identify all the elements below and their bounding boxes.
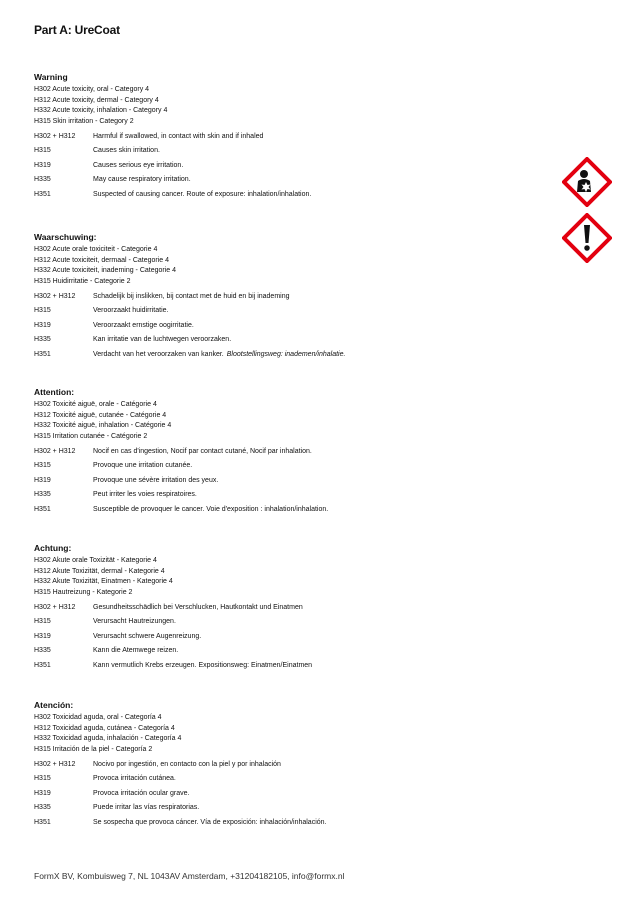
hazard-pictograms bbox=[562, 157, 612, 269]
section-heading: Warning bbox=[34, 72, 68, 82]
hazard-text: Provoque une irritation cutanée. bbox=[93, 462, 193, 469]
hazard-code: H351 bbox=[34, 505, 51, 513]
hazard-statement bbox=[34, 305, 554, 316]
hazard-statement bbox=[34, 645, 554, 656]
hazard-category: H315 Irritación de la piel - Categoría 2 bbox=[34, 745, 153, 753]
hazard-text: May cause respiratory irritation. bbox=[93, 176, 191, 183]
hazard-statement bbox=[34, 174, 554, 185]
hazard-code: H335 bbox=[34, 176, 51, 183]
hazard-statement bbox=[34, 631, 554, 642]
hazard-code: H351 bbox=[34, 190, 51, 198]
hazard-code: H302 + H312 bbox=[34, 132, 76, 140]
hazard-statement bbox=[34, 788, 554, 799]
footer-address: FormX BV, Kombuisweg 7, NL 1043AV Amsterdam, +31204182105, info@formx.nl bbox=[34, 871, 345, 881]
hazard-code: H315 bbox=[34, 462, 51, 469]
hazard-text: Kann vermutlich Krebs erzeugen. Expositionsweg: Einatmen/Einatmen bbox=[93, 661, 313, 669]
hazard-code: H302 + H312 bbox=[34, 292, 76, 300]
hazard-code: H315 bbox=[34, 618, 51, 625]
hazard-text: Provoca irritación ocular grave. bbox=[93, 789, 190, 797]
hazard-code: H319 bbox=[34, 321, 51, 329]
hazard-category: H312 Acute toxicity, dermal - Category 4 bbox=[34, 96, 159, 104]
hazard-text: Veroorzaakt huidirritatie. bbox=[93, 307, 169, 314]
hazard-code: H351 bbox=[34, 818, 51, 826]
hazard-category: H315 Hautreizung - Kategorie 2 bbox=[34, 588, 133, 596]
hazard-statement bbox=[34, 660, 554, 671]
hazard-code: H315 bbox=[34, 775, 51, 782]
hazard-category-list bbox=[34, 713, 554, 755]
hazard-category: H315 Huidirritatie - Categorie 2 bbox=[34, 277, 131, 285]
hazard-category: H312 Toxicidad aguda, cutánea - Categoría 4 bbox=[34, 724, 175, 732]
hazard-text: Verursacht Hautreizungen. bbox=[93, 618, 176, 625]
hazard-category: H302 Akute orale Toxizität - Kategorie 4 bbox=[34, 557, 157, 564]
section-en bbox=[34, 72, 554, 200]
hazard-code: H319 bbox=[34, 476, 51, 484]
hazard-statement bbox=[34, 189, 554, 200]
hazard-category: H302 Acute toxicity, oral - Category 4 bbox=[34, 86, 150, 93]
hazard-code: H335 bbox=[34, 647, 51, 654]
hazard-statement bbox=[34, 145, 554, 156]
hazard-code: H319 bbox=[34, 161, 51, 169]
section-de bbox=[34, 543, 554, 671]
hazard-category: H302 Toxicité aiguë, orale - Catégorie 4 bbox=[34, 401, 157, 408]
section-es bbox=[34, 700, 554, 828]
hazard-text: Susceptible de provoquer le cancer. Voie d'exposition : inhalation/inhalation. bbox=[93, 505, 329, 513]
hazard-text: Gesundheitsschädlich bei Verschlucken, Hautkontakt und Einatmen bbox=[93, 603, 303, 611]
hazard-text: Harmful if swallowed, in contact with skin and if inhaled bbox=[93, 132, 264, 140]
hazard-text: Suspected of causing cancer. Route of exposure: inhalation/inhalation. bbox=[93, 190, 312, 198]
hazard-code: H335 bbox=[34, 491, 51, 498]
health-hazard-icon bbox=[562, 157, 612, 207]
hazard-text: Causes serious eye irritation. bbox=[93, 161, 184, 169]
hazard-text: Causes skin irritation. bbox=[93, 147, 160, 154]
section-heading: Attention: bbox=[34, 387, 75, 397]
hazard-statement bbox=[34, 446, 554, 457]
hazard-text: Nocif en cas d'ingestion, Nocif par contact cutané, Nocif par inhalation. bbox=[93, 447, 312, 455]
hazard-statement bbox=[34, 320, 554, 331]
hazard-category: H332 Acute toxicity, inhalation - Category 4 bbox=[34, 107, 168, 114]
hazard-category: H332 Acute toxiciteit, inademing - Categorie 4 bbox=[34, 267, 177, 274]
hazard-category: H312 Toxicité aiguë, cutanée - Catégorie 4 bbox=[34, 411, 167, 419]
hazard-category-list bbox=[34, 400, 554, 442]
hazard-statement bbox=[34, 817, 554, 828]
hazard-text: Kan irritatie van de luchtwegen veroorzaken. bbox=[93, 336, 232, 343]
exclamation-mark-icon bbox=[562, 213, 612, 263]
hazard-text: Puede irritar las vías respiratorias. bbox=[93, 804, 200, 811]
hazard-category-list bbox=[34, 556, 554, 598]
hazard-category: H312 Acute toxiciteit, dermaal - Categorie 4 bbox=[34, 256, 170, 264]
hazard-category-list bbox=[34, 245, 554, 287]
hazard-statement bbox=[34, 131, 554, 142]
hazard-statement bbox=[34, 334, 554, 345]
hazard-statement bbox=[34, 489, 554, 500]
hazard-code: H302 + H312 bbox=[34, 447, 76, 455]
hazard-statement bbox=[34, 475, 554, 486]
hazard-statement bbox=[34, 773, 554, 784]
hazard-text: Kann die Atemwege reizen. bbox=[93, 647, 179, 654]
section-fr bbox=[34, 387, 554, 515]
hazard-text: Veroorzaakt ernstige oogirritatie. bbox=[93, 321, 194, 329]
hazard-code: H351 bbox=[34, 350, 51, 358]
hazard-text: Peut irriter les voies respiratoires. bbox=[93, 491, 197, 498]
hazard-code: H335 bbox=[34, 804, 51, 811]
hazard-text: Se sospecha que provoca cáncer. Vía de exposición: inhalación/inhalación. bbox=[93, 818, 327, 826]
section-heading: Achtung: bbox=[34, 543, 72, 553]
hazard-statement bbox=[34, 616, 554, 627]
hazard-text: Verdacht van het veroorzaken van kanker. bbox=[93, 350, 224, 358]
hazard-text: Provoque une sévère irritation des yeux. bbox=[93, 476, 219, 484]
page-title: Part A: UreCoat bbox=[34, 23, 120, 37]
hazard-statement bbox=[34, 460, 554, 471]
hazard-code: H315 bbox=[34, 147, 51, 154]
hazard-category: H302 Toxicidad aguda, oral - Categoría 4 bbox=[34, 714, 162, 721]
section-nl bbox=[34, 232, 554, 360]
hazard-code: H335 bbox=[34, 336, 51, 343]
section-heading: Atención: bbox=[34, 700, 74, 710]
hazard-category: H332 Toxicidad aguda, inhalación - Categoría 4 bbox=[34, 735, 182, 742]
hazard-category: H312 Akute Toxizität, dermal - Kategorie 4 bbox=[34, 567, 165, 575]
hazard-code: H351 bbox=[34, 661, 51, 669]
hazard-category-list bbox=[34, 85, 554, 127]
hazard-statement bbox=[34, 602, 554, 613]
hazard-category: H332 Akute Toxizität, Einatmen - Kategorie 4 bbox=[34, 578, 173, 585]
hazard-text: Provoca irritación cutánea. bbox=[93, 775, 176, 782]
hazard-statement bbox=[34, 802, 554, 813]
hazard-code: H302 + H312 bbox=[34, 603, 76, 611]
hazard-statement bbox=[34, 759, 554, 770]
hazard-text: Nocivo por ingestión, en contacto con la piel y por inhalación bbox=[93, 760, 281, 768]
hazard-code: H319 bbox=[34, 789, 51, 797]
hazard-category: H315 Skin irritation - Category 2 bbox=[34, 117, 134, 125]
hazard-code: H315 bbox=[34, 307, 51, 314]
hazard-statement bbox=[34, 160, 554, 171]
section-heading: Waarschuwing: bbox=[34, 232, 97, 242]
hazard-text-emphasis: Blootstellingsweg: inademen/inhalatie. bbox=[226, 350, 346, 358]
hazard-code: H302 + H312 bbox=[34, 760, 76, 768]
hazard-statement bbox=[34, 349, 554, 360]
hazard-text: Schadelijk bij inslikken, bij contact met de huid en bij inademing bbox=[93, 292, 290, 300]
hazard-category: H332 Toxicité aiguë, inhalation - Catégorie 4 bbox=[34, 422, 172, 429]
hazard-statement bbox=[34, 291, 554, 302]
hazard-code: H319 bbox=[34, 632, 51, 640]
hazard-category: H302 Acute orale toxiciteit - Categorie 4 bbox=[34, 246, 158, 253]
hazard-category: H315 Irritation cutanée - Catégorie 2 bbox=[34, 432, 148, 440]
hazard-text: Verursacht schwere Augenreizung. bbox=[93, 632, 202, 640]
hazard-statement bbox=[34, 504, 554, 515]
